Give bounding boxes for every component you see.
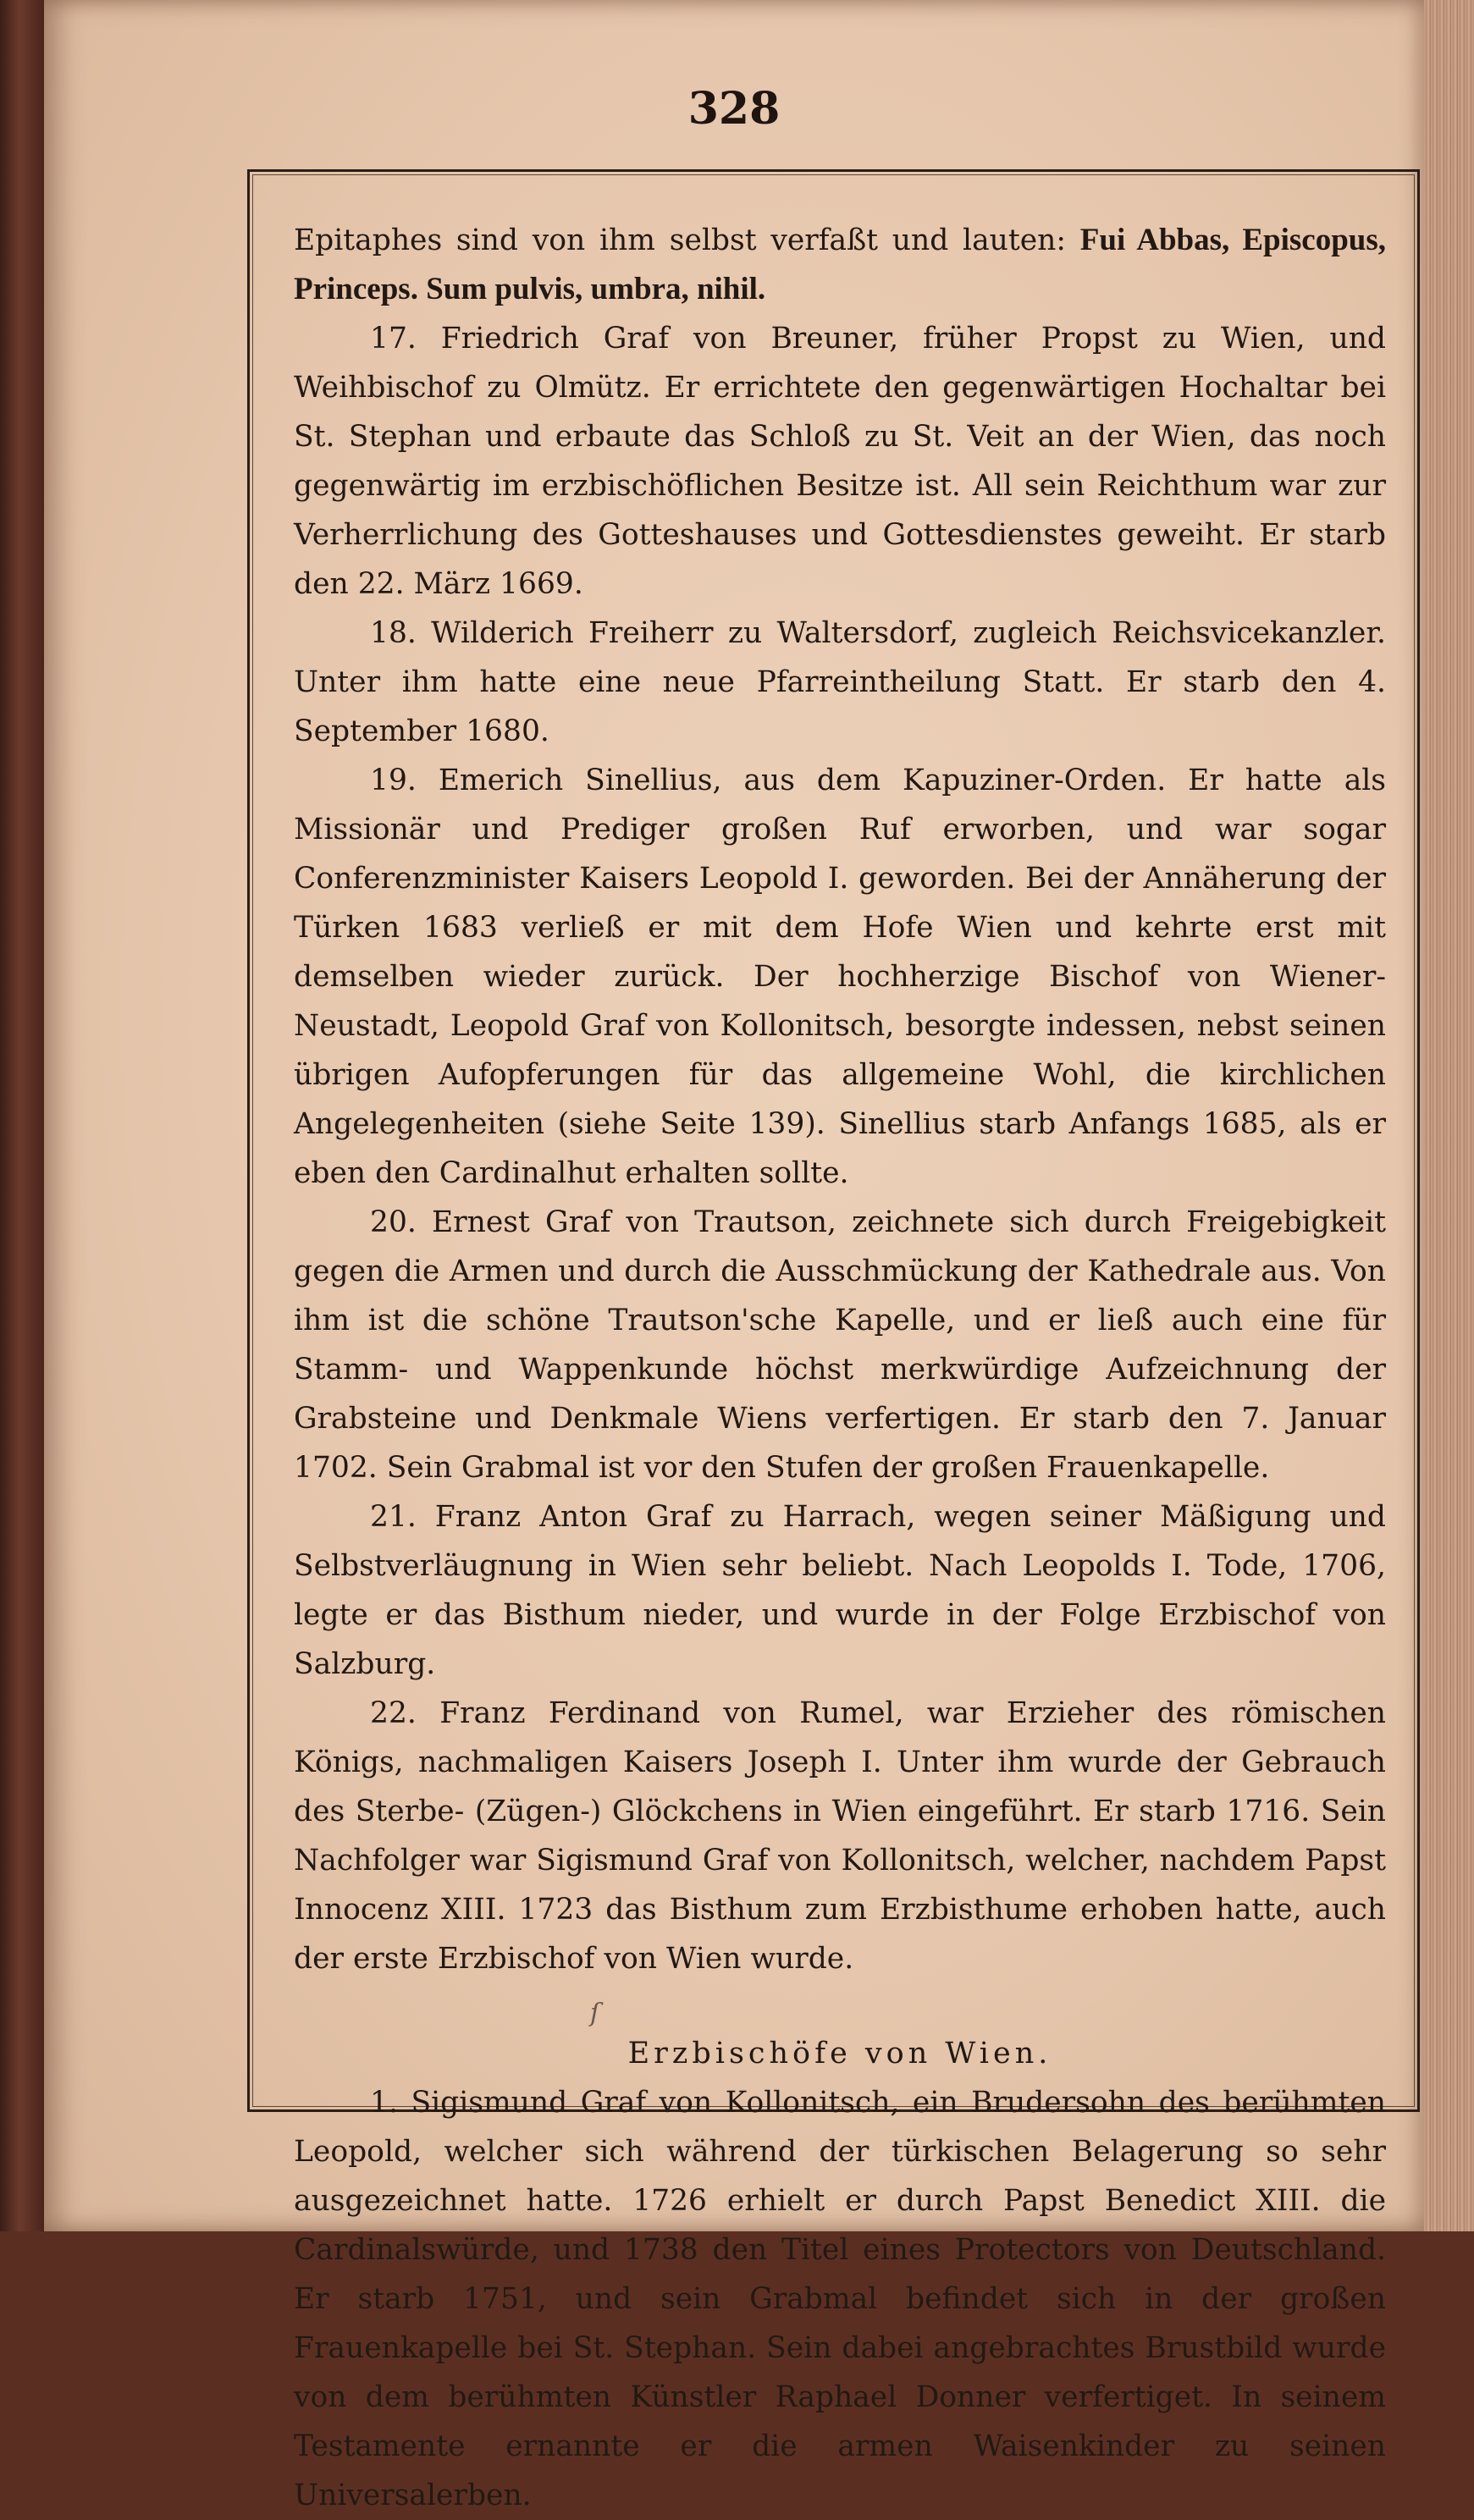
latin-epitaph: Fui Abbas, Episcopus, Princeps. Sum pulvis, umbra, nihil. — [294, 223, 1386, 306]
archbishop-entry-1: 1. Sigismund Graf von Kollonitsch, ein Brudersohn des berühmten Leopold, welcher sich während der türkischen Belagerung so sehr ausgezeichnet hatte. 1726 erhielt er durch Papst Benedict XIII. die Cardinalswürde, und 1738 den Titel eines Protectors von Deutschland. Er starb 1751, und sein Grabmal befindet sich in der großen Frauenkapelle bei St. Stephan. Sein dabei angebrachtes Brustbild wurde von dem berühmten Künstler Raphael Donner verfertiget. In seinem Testamente ernannte er die armen Waisenkinder zu seinen Universalerben. — [294, 2086, 1386, 2512]
paragraph-text: Epitaphes sind von ihm selbst verfaßt und lauten: — [294, 223, 1080, 257]
book-binding — [0, 0, 44, 2231]
section-heading: Erzbischöfe von Wien. — [627, 2037, 1052, 2071]
entry-18: 18. Wilderich Freiherr zu Waltersdorf, zugleich Reichsvicekanzler. Unter ihm hatte eine neue Pfarreintheilung Statt. Er starb den 4. September 1680. — [294, 616, 1386, 748]
entry-22: 22. Franz Ferdinand von Rumel, war Erzieher des römischen Königs, nachmaligen Kaisers Joseph I. Unter ihm wurde der Gebrauch des Sterbe- (Zügen-) Glöckchens in Wien eingeführt. Er starb 1716. Sein Nachfolger war Sigismund Graf von Kollonitsch, welcher, nachdem Papst Innocenz XIII. 1723 das Bisthum zum Erzbisthume erhoben hatte, auch der erste Erzbischof von Wien wurde. — [294, 1696, 1386, 1976]
entry-19: 19. Emerich Sinellius, aus dem Kapuziner-Orden. Er hatte als Missionär und Prediger großen Ruf erworben, und war sogar Conferenzminister Kaisers Leopold I. geworden. Bei der Annäherung der Türken 1683 verließ er mit dem Hofe Wien und kehrte erst mit demselben wieder zurück. Der hochherzige Bischof von Wiener-Neustadt, Leopold Graf von Kollonitsch, besorgte indessen, nebst seinen übrigen Aufopferungen für das allgemeine Wohl, die kirchlichen Angelegenheiten (siehe Seite 139). Sinellius starb Anfangs 1685, als er eben den Cardinalhut erhalten sollte. — [294, 764, 1386, 1190]
page-stack-edge — [1424, 0, 1474, 2231]
book-page — [44, 0, 1424, 2512]
pencil-mark: ſ — [590, 1999, 600, 2028]
page-text — [294, 216, 1386, 2520]
paragraph-continuation — [294, 216, 1386, 314]
entry-20: 20. Ernest Graf von Trautson, zeichnete sich durch Freigebigkeit gegen die Armen und durch die Ausschmückung der Kathedrale aus. Von ihm ist die schöne Trautson'sche Kapelle, und er ließ auch eine für Stamm- und Wappenkunde höchst merkwürdige Aufzeichnung der Grabsteine und Denkmale Wiens verfertigen. Er starb den 7. Januar 1702. Sein Grabmal ist vor den Stufen der großen Frauenkapelle. — [294, 1205, 1386, 1485]
entry-17: 17. Friedrich Graf von Breuner, früher Propst zu Wien, und Weihbischof zu Olmütz. Er errichtete den gegenwärtigen Hochaltar bei St. Stephan und erbaute das Schloß zu St. Veit an der Wien, das noch gegenwärtig im erzbischöflichen Besitze ist. All sein Reichthum war zur Verherrlichung des Gotteshauses und Gottesdienstes geweiht. Er starb den 22. März 1669. — [294, 322, 1386, 601]
page-number: 328 — [687, 83, 781, 135]
entry-21: 21. Franz Anton Graf zu Harrach, wegen seiner Mäßigung und Selbstverläugnung in Wien sehr beliebt. Nach Leopolds I. Tode, 1706, legte er das Bisthum nieder, und wurde in der Folge Erzbischof von Salzburg. — [294, 1500, 1386, 1681]
